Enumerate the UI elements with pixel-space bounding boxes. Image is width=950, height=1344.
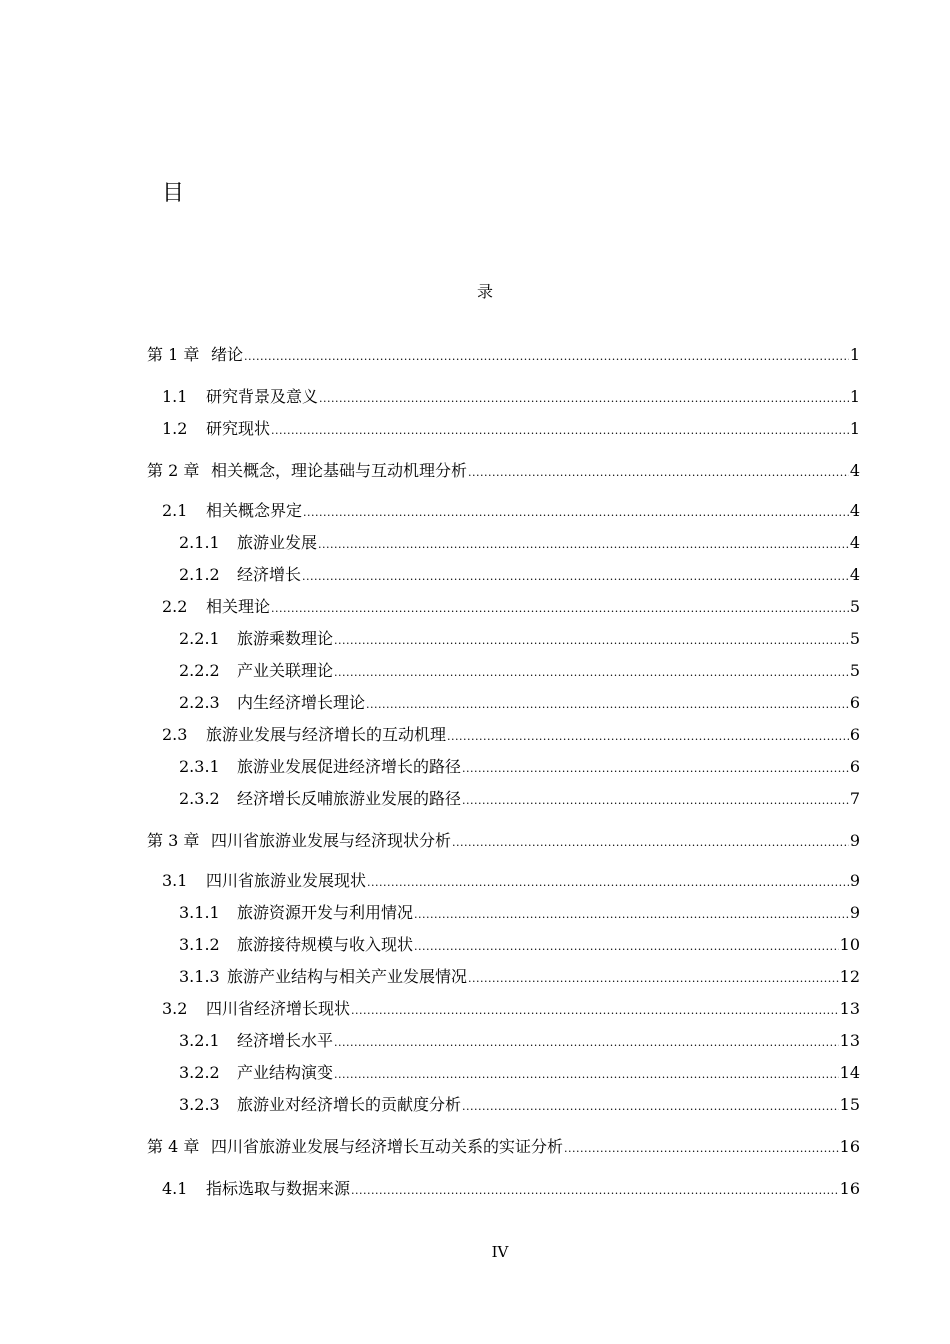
toc-dot-leader (334, 662, 849, 684)
toc-entry-number: 2.2.3 (179, 693, 220, 712)
toc-entry-number: 2.3.2 (179, 789, 220, 808)
toc-entry-page-number: 12 (839, 967, 860, 986)
toc-dot-leader (302, 566, 849, 588)
toc-subsection-entry[interactable] (179, 934, 860, 956)
toc-dot-leader (414, 904, 849, 926)
toc-dot-leader (414, 936, 839, 958)
toc-entry-number: 2.3.1 (179, 757, 220, 776)
toc-entry-title: 四川省经济增长现状 (206, 999, 351, 1018)
toc-section-entry[interactable] (162, 1178, 860, 1200)
toc-entry-title: 研究背景及意义 (206, 387, 319, 406)
toc-entry-title: 旅游接待规模与收入现状 (237, 935, 414, 954)
toc-entry-page-number: 16 (839, 1179, 860, 1198)
toc-chapter-entry[interactable] (147, 344, 860, 366)
toc-dot-leader (334, 630, 849, 652)
toc-entry-title: 旅游业发展 (237, 533, 318, 552)
toc-subsection-entry[interactable] (179, 1062, 860, 1084)
toc-entry-title: 产业结构演变 (237, 1063, 334, 1082)
toc-entry-number: 第 2 章 (147, 461, 200, 480)
toc-entry-number: 3.2.2 (179, 1063, 220, 1082)
toc-entry-number: 2.3 (162, 725, 188, 744)
toc-entry-title: 经济增长反哺旅游业发展的路径 (237, 789, 462, 808)
toc-subsection-entry[interactable] (179, 902, 860, 924)
toc-dot-leader (334, 1032, 839, 1054)
toc-entry-page-number: 6 (849, 725, 860, 744)
toc-dot-leader (303, 502, 849, 524)
toc-dot-leader (271, 598, 849, 620)
toc-entry-page-number: 1 (849, 419, 860, 438)
toc-subsection-entry[interactable] (179, 660, 860, 682)
toc-entry-page-number: 6 (849, 757, 860, 776)
toc-entry-number: 3.1.1 (179, 903, 220, 922)
toc-entry-number: 2.1.1 (179, 533, 220, 552)
toc-section-entry[interactable] (162, 724, 860, 746)
toc-entry-page-number: 13 (839, 1031, 860, 1050)
toc-dot-leader (244, 346, 849, 368)
toc-chapter-entry[interactable] (147, 830, 860, 852)
toc-entry-page-number: 4 (849, 501, 860, 520)
toc-dot-leader (462, 1096, 839, 1118)
toc-subsection-entry[interactable] (179, 692, 860, 714)
toc-entry-page-number: 4 (849, 565, 860, 584)
toc-entry-title: 四川省旅游业发展与经济增长互动关系的实证分析 (211, 1137, 564, 1156)
toc-section-entry[interactable] (162, 870, 860, 892)
toc-entry-page-number: 5 (849, 597, 860, 616)
toc-section-entry[interactable] (162, 596, 860, 618)
toc-chapter-entry[interactable] (147, 460, 860, 482)
toc-subsection-entry[interactable] (179, 628, 860, 650)
toc-entry-title: 旅游资源开发与利用情况 (237, 903, 414, 922)
toc-dot-leader (351, 1000, 839, 1022)
toc-entry-page-number: 1 (849, 387, 860, 406)
toc-entry-title: 相关理论 (206, 597, 271, 616)
toc-entry-title: 旅游业发展与经济增长的互动机理 (206, 725, 447, 744)
toc-entry-number: 4.1 (162, 1179, 188, 1198)
toc-entry-page-number: 15 (839, 1095, 860, 1114)
toc-entry-title: 旅游业发展促进经济增长的路径 (237, 757, 462, 776)
toc-section-entry[interactable] (162, 998, 860, 1020)
toc-entry-number: 第 3 章 (147, 831, 200, 850)
toc-entry-number: 1.1 (162, 387, 188, 406)
toc-entry-title: 相关概念界定 (206, 501, 303, 520)
toc-chapter-entry[interactable] (147, 1136, 860, 1158)
toc-subsection-entry[interactable] (179, 1030, 860, 1052)
toc-entry-title: 绪论 (211, 345, 244, 364)
toc-entry-number: 第 1 章 (147, 345, 200, 364)
toc-entry-page-number: 9 (849, 903, 860, 922)
toc-dot-leader (367, 872, 849, 894)
toc-entry-number: 3.2 (162, 999, 188, 1018)
toc-dot-leader (319, 388, 849, 410)
toc-entry-title: 旅游业对经济增长的贡献度分析 (237, 1095, 462, 1114)
toc-entry-number: 1.2 (162, 419, 188, 438)
toc-entry-title: 指标选取与数据来源 (206, 1179, 351, 1198)
toc-dot-leader (452, 832, 849, 854)
toc-subsection-entry[interactable] (179, 756, 860, 778)
toc-entry-page-number: 14 (839, 1063, 860, 1082)
toc-dot-leader (271, 420, 849, 442)
toc-entry-page-number: 7 (849, 789, 860, 808)
toc-dot-leader (318, 534, 849, 556)
toc-entry-number: 2.2.1 (179, 629, 220, 648)
toc-entry-page-number: 13 (839, 999, 860, 1018)
toc-entry-title: 相关概念，理论基础与互动机理分析 (211, 461, 468, 480)
toc-dot-leader (447, 726, 849, 748)
toc-dot-leader (468, 462, 849, 484)
toc-dot-leader (468, 968, 839, 990)
toc-entry-page-number: 5 (849, 629, 860, 648)
toc-entry-page-number: 10 (839, 935, 860, 954)
toc-entry-page-number: 4 (849, 461, 860, 480)
toc-entry-title: 研究现状 (206, 419, 271, 438)
toc-entry-number: 2.2 (162, 597, 188, 616)
toc-entry-title: 旅游产业结构与相关产业发展情况 (227, 967, 468, 986)
toc-dot-leader (351, 1180, 839, 1202)
toc-entry-title: 旅游乘数理论 (237, 629, 334, 648)
toc-entry-number: 3.2.1 (179, 1031, 220, 1050)
toc-entry-number: 3.2.3 (179, 1095, 220, 1114)
toc-entry-page-number: 16 (839, 1137, 860, 1156)
toc-entry-number: 2.1 (162, 501, 188, 520)
toc-dot-leader (462, 790, 849, 812)
toc-dot-leader (564, 1138, 839, 1160)
toc-section-entry[interactable] (162, 418, 860, 440)
toc-entry-number: 3.1 (162, 871, 188, 890)
toc-subsection-entry[interactable] (179, 532, 860, 554)
toc-subsection-entry[interactable] (179, 564, 860, 586)
toc-entry-page-number: 6 (849, 693, 860, 712)
toc-entry-title: 四川省旅游业发展与经济现状分析 (211, 831, 452, 850)
toc-entry-title: 经济增长 (237, 565, 302, 584)
toc-entry-number: 3.1.2 (179, 935, 220, 954)
toc-entry-title: 产业关联理论 (237, 661, 334, 680)
toc-dot-leader (462, 758, 849, 780)
toc-entry-number: 2.2.2 (179, 661, 220, 680)
toc-section-entry[interactable] (162, 500, 860, 522)
toc-entry-page-number: 1 (849, 345, 860, 364)
toc-entry-number: 2.1.2 (179, 565, 220, 584)
toc-entry-page-number: 9 (849, 831, 860, 850)
toc-entry-page-number: 5 (849, 661, 860, 680)
toc-entry-title: 四川省旅游业发展现状 (206, 871, 367, 890)
toc-heading-second-char: 录 (476, 282, 493, 301)
page-number-footer: IV (491, 1243, 509, 1261)
toc-entry-title: 内生经济增长理论 (237, 693, 366, 712)
toc-section-entry[interactable] (162, 386, 860, 408)
toc-heading-first-char: 目 (162, 181, 185, 206)
toc-entry-page-number: 9 (849, 871, 860, 890)
toc-entry-title: 经济增长水平 (237, 1031, 334, 1050)
toc-entry-number: 3.1.3 (179, 967, 220, 986)
toc-dot-leader (334, 1064, 839, 1086)
toc-dot-leader (366, 694, 849, 716)
toc-subsection-entry[interactable] (179, 1094, 860, 1116)
toc-entry-page-number: 4 (849, 533, 860, 552)
toc-subsection-entry[interactable] (179, 788, 860, 810)
toc-subsection-entry[interactable] (179, 966, 860, 988)
toc-entry-number: 第 4 章 (147, 1137, 200, 1156)
